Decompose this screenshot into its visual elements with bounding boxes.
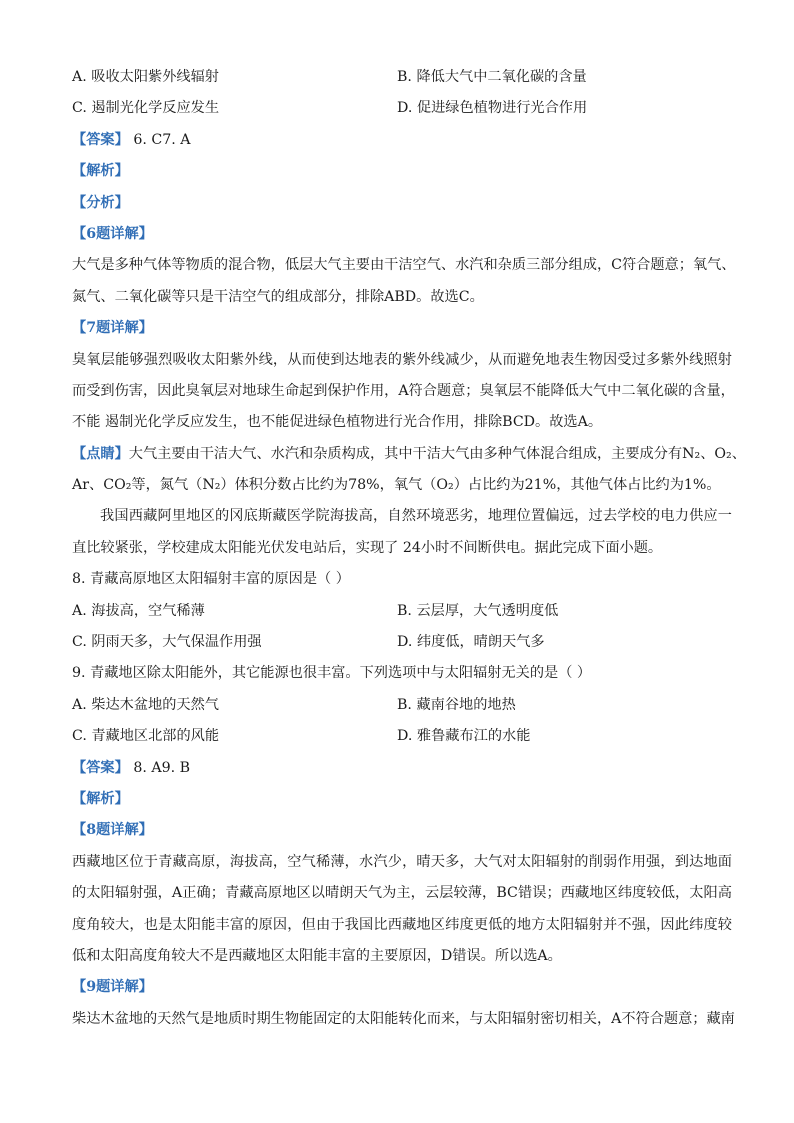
- option-b: B. 藏南谷地的地热: [397, 696, 516, 713]
- options-row: [72, 627, 732, 658]
- option-a: A. 柴达木盆地的天然气: [72, 696, 219, 713]
- answer-tag: 【答案】: [72, 759, 129, 776]
- q9-detail-heading: 【9题详解】: [72, 979, 153, 996]
- q9-stem: 9. 青藏地区除太阳能外，其它能源也很丰富。下列选项中与太阳辐射无关的是（ ）: [72, 665, 592, 682]
- q6-detail-heading: 【6题详解】: [72, 225, 153, 242]
- q8-detail-line: 的太阳辐射强，A正确；青藏高原地区以晴朗天气为主，云层较薄，BC错误；西藏地区纬度较低，太阳高: [72, 885, 732, 902]
- q8-detail-line: 低和太阳高度角较大不是西藏地区太阳能丰富的主要原因，D错误。所以选A。: [72, 947, 562, 964]
- option-d: D. 雅鲁藏布江的水能: [397, 728, 531, 745]
- q8-detail-heading: 【8题详解】: [72, 822, 153, 839]
- options-row: [72, 690, 732, 721]
- passage-line: 直比较紧张，学校建成太阳能光伏发电站后，实现了 24小时不间断供电。据此完成下面小题。: [72, 539, 663, 556]
- answer-line: [72, 753, 732, 784]
- answer-line: [72, 125, 732, 156]
- answer-text: 8. A9. B: [133, 759, 191, 776]
- option-c: C. 青藏地区北部的风能: [72, 728, 220, 745]
- options-row: [72, 62, 732, 93]
- option-a: A. 海拔高，空气稀薄: [72, 602, 205, 619]
- q6-detail-line: 氮气、二氧化碳等只是干洁空气的组成部分，排除ABD。故选C。: [72, 288, 484, 305]
- analysis-heading: 【解析】: [72, 790, 129, 807]
- option-c: C. 阴雨天多，大气保温作用强: [72, 634, 262, 651]
- option-c: C. 遏制光化学反应发生: [72, 100, 220, 117]
- answer-text: 6. C7. A: [133, 131, 191, 148]
- options-row: [72, 596, 732, 627]
- q8-detail-line: 度角较大，也是太阳能丰富的原因，但由于我国比西藏地区纬度更低的地方太阳辐射并不强，因此纬度较: [72, 916, 732, 933]
- option-a: A. 吸收太阳紫外线辐射: [72, 69, 219, 85]
- options-row: [72, 93, 732, 124]
- q7-detail-line: 不能 遏制光化学反应发生，也不能促进绿色植物进行光合作用，排除BCD。故选A。: [72, 414, 603, 431]
- options-row: [72, 721, 732, 752]
- q8-stem: 8. 青藏高原地区太阳辐射丰富的原因是（ ）: [72, 571, 350, 588]
- answer-tag: 【答案】: [72, 131, 129, 148]
- q8-detail-line: 西藏地区位于青藏高原，海拔高，空气稀薄，水汽少，晴天多，大气对太阳辐射的削弱作用强，到达地面: [72, 853, 732, 870]
- dianjing-line: [72, 439, 746, 470]
- q6-detail-line: 大气是多种气体等物质的混合物，低层大气主要由干洁空气、水汽和杂质三部分组成，C符合题意；氧气、: [72, 257, 736, 274]
- document-page: [72, 62, 746, 1035]
- analysis-heading: 【解析】: [72, 163, 129, 180]
- q9-detail-line: 柴达木盆地的天然气是地质时期生物能固定的太阳能转化而来，与太阳辐射密切相关，A不符合题意；藏南: [72, 1010, 735, 1027]
- option-b: B. 降低大气中二氧化碳的含量: [397, 69, 587, 85]
- fenxi-heading: 【分析】: [72, 194, 129, 211]
- option-d: D. 促进绿色植物进行光合作用: [397, 100, 588, 117]
- dianjing-text: 大气主要由干洁大气、水汽和杂质构成，其中干洁大气由多种气体混合组成，主要成分有N₂、O₂、: [128, 445, 746, 462]
- q7-detail-line: 臭氧层能够强烈吸收太阳紫外线，从而使到达地表的紫外线减少，从而避免地表生物因受过多紫外线照射: [72, 351, 732, 368]
- passage-line: 我国西藏阿里地区的冈底斯藏医学院海拔高，自然环境恶劣，地理位置偏远，过去学校的电力供应一: [100, 508, 732, 525]
- q7-detail-heading: 【7题详解】: [72, 320, 153, 337]
- option-b: B. 云层厚，大气透明度低: [397, 602, 559, 619]
- dianjing-line: Ar、CO₂等，氮气（N₂）体积分数占比约为78%，氧气（O₂）占比约为21%，其他气体占比约为1%。: [72, 477, 721, 494]
- option-d: D. 纬度低，晴朗天气多: [397, 634, 545, 651]
- dianjing-tag: 【点睛】: [72, 445, 129, 462]
- q7-detail-line: 而受到伤害，因此臭氧层对地球生命起到保护作用，A符合题意；臭氧层不能降低大气中二氧化碳的含量，: [72, 382, 735, 399]
